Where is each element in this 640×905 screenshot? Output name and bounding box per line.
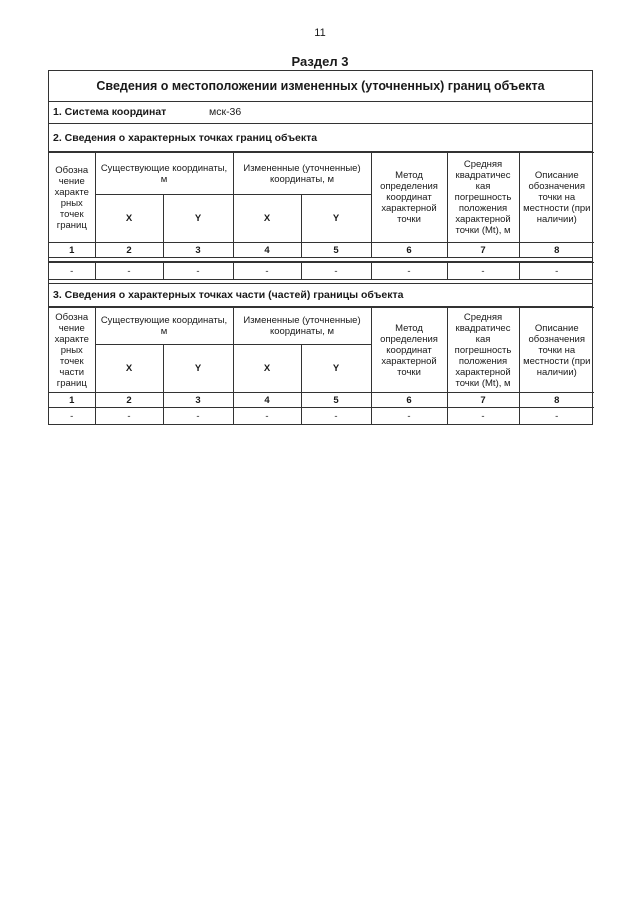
table2-col-method: Метод определения координат характерной точки [371, 308, 447, 393]
table1-existing-y: Y [163, 195, 233, 243]
table1-num: 1 [49, 243, 95, 258]
table1-cell: - [519, 263, 594, 280]
table1-col-description: Описание обозначения точки на местности (при наличии) [519, 153, 594, 243]
table1-cell: - [163, 263, 233, 280]
table1-col-designation: Обозна чение характе рных точек границ [49, 153, 95, 243]
table-row [49, 408, 594, 425]
table1-data [49, 262, 594, 279]
table2-cell: - [371, 408, 447, 425]
table2-cell: - [447, 408, 519, 425]
table1-cell: - [447, 263, 519, 280]
table1-num: 2 [95, 243, 163, 258]
table1-num: 4 [233, 243, 301, 258]
table2-col-existing: Существующие координаты, м [95, 308, 233, 345]
table2-existing-y: Y [163, 345, 233, 393]
table2-num: 7 [447, 393, 519, 408]
table2-cell: - [301, 408, 371, 425]
table2-col-designation: Обозна чение характе рных точек части границ [49, 308, 95, 393]
table2 [49, 307, 594, 424]
table2-cell: - [163, 408, 233, 425]
table2-changed-x: X [233, 345, 301, 393]
table1-cell: - [49, 263, 95, 280]
table2-number-row [49, 393, 594, 408]
table2-cell: - [95, 408, 163, 425]
table1-number-row [49, 243, 594, 258]
table1-num: 3 [163, 243, 233, 258]
main-title: Сведения о местоположении измененных (уточненных) границ объекта [49, 71, 592, 102]
table2-heading: 3. Сведения о характерных точках части (частей) границы объекта [49, 284, 592, 307]
table2-col-error: Средняя квадратичес кая погрешность положения характерной точки (Mt), м [447, 308, 519, 393]
coordinate-system-label: 1. Система координат [53, 106, 167, 118]
table1-cell: - [95, 263, 163, 280]
table2-changed-y: Y [301, 345, 371, 393]
table1-changed-y: Y [301, 195, 371, 243]
table2-cell: - [519, 408, 594, 425]
table1-num: 6 [371, 243, 447, 258]
table1-cell: - [233, 263, 301, 280]
table2-existing-x: X [95, 345, 163, 393]
section-title: Раздел 3 [291, 54, 349, 69]
table1-num: 5 [301, 243, 371, 258]
table2-col-description: Описание обозначения точки на местности (при наличии) [519, 308, 594, 393]
table2-num: 6 [371, 393, 447, 408]
table1-cell: - [301, 263, 371, 280]
table1-heading: 2. Сведения о характерных точках границ объекта [49, 124, 592, 152]
section-sheet [48, 70, 593, 425]
table2-num: 1 [49, 393, 95, 408]
coordinate-system-row [49, 102, 592, 124]
table2-num: 3 [163, 393, 233, 408]
table-row [49, 263, 594, 280]
table1-col-error: Средняя квадратичес кая погрешность положения характерной точки (Mt), м [447, 153, 519, 243]
table1-col-existing: Существующие координаты, м [95, 153, 233, 195]
table2-num: 5 [301, 393, 371, 408]
table1-changed-x: X [233, 195, 301, 243]
table1 [49, 152, 594, 257]
table1-col-changed: Измененные (уточненные) координаты, м [233, 153, 371, 195]
table1-existing-x: X [95, 195, 163, 243]
table2-cell: - [49, 408, 95, 425]
coordinate-system-value: мск-36 [209, 106, 242, 118]
table1-cell: - [371, 263, 447, 280]
table2-num: 8 [519, 393, 594, 408]
table1-num: 7 [447, 243, 519, 258]
table2-col-changed: Измененные (уточненные) координаты, м [233, 308, 371, 345]
table2-num: 2 [95, 393, 163, 408]
table2-num: 4 [233, 393, 301, 408]
table2-cell: - [233, 408, 301, 425]
page-number: 11 [314, 27, 326, 39]
table1-col-method: Метод определения координат характерной точки [371, 153, 447, 243]
table1-num: 8 [519, 243, 594, 258]
